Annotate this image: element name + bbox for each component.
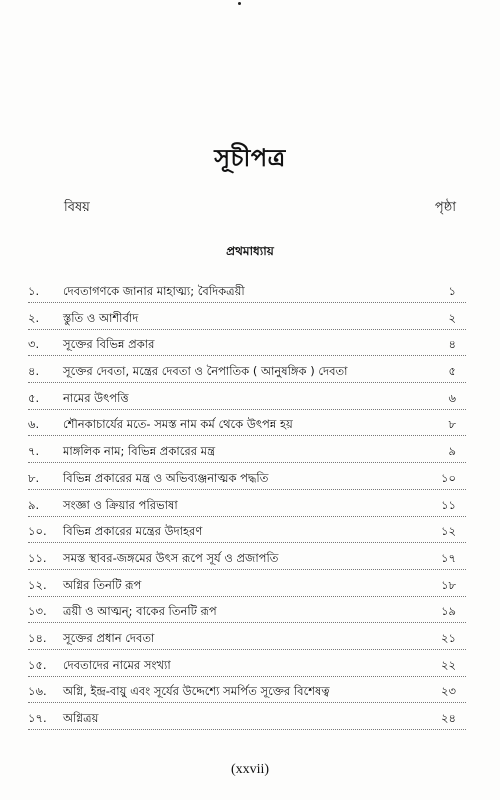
entry-topic: শৌনকাচার্যের মতে- সমস্ত নাম কর্ম থেকে উৎপন্ন হয়: [63, 417, 293, 432]
dotted-separator: [28, 435, 466, 436]
entry-page-number: ১২: [441, 524, 456, 539]
toc-entry: [0, 441, 500, 468]
entry-number: ১০.: [28, 524, 47, 539]
print-speck: [238, 2, 241, 5]
entry-number: ১৫.: [28, 657, 47, 672]
entry-number: ১.: [28, 284, 40, 298]
entry-number: ১১.: [28, 550, 47, 565]
entry-page-number: ৪: [448, 337, 456, 352]
entry-page-number: ১০: [441, 470, 456, 485]
entry-page-number: ১১: [441, 497, 456, 512]
entry-number: ৯.: [28, 497, 40, 512]
entry-number: ১২.: [28, 577, 47, 592]
entry-page-number: ৫: [448, 364, 456, 379]
entry-topic: সংজ্ঞা ও ক্রিয়ার পরিভাষা: [63, 497, 178, 512]
toc-entry: [0, 655, 500, 682]
entry-topic: অগ্নি, ইন্দ্র-বায়ু এবং সূর্যের উদ্দেশ্যে সমর্পিত সূক্তের বিশেষত্ব: [63, 684, 330, 699]
toc-entry: [0, 468, 500, 495]
dotted-separator: [28, 462, 466, 463]
dotted-separator: [28, 355, 466, 356]
chapter-heading: প্রথমাধ্যায়: [226, 244, 274, 258]
entry-topic: ত্রয়ী ও আত্মন্; বাকের তিনটি রূপ: [63, 604, 217, 619]
dotted-separator: [28, 649, 466, 650]
page-number: (xxvii): [230, 762, 270, 777]
entry-page-number: ৮: [448, 417, 456, 432]
entry-page-number: ২: [448, 310, 456, 325]
toc-entry: [0, 601, 500, 628]
toc-entry: [0, 361, 500, 388]
entry-page-number: ৬: [448, 390, 456, 405]
entry-page-number: ৯: [448, 444, 456, 459]
dotted-separator: [28, 676, 466, 677]
dotted-separator: [28, 329, 466, 330]
toc-entry: [0, 495, 500, 522]
dotted-separator: [28, 569, 466, 570]
toc-entry: [0, 628, 500, 655]
dotted-separator: [28, 702, 466, 703]
toc-entry: [0, 681, 500, 708]
toc-entry: [0, 521, 500, 548]
dotted-separator: [28, 302, 466, 303]
entry-number: ৫.: [28, 390, 40, 405]
toc-entry: [0, 548, 500, 575]
entry-topic: অগ্নিত্রয়: [63, 711, 99, 725]
dotted-separator: [28, 382, 466, 383]
toc-entry: [0, 708, 500, 735]
entry-page-number: ২৩: [441, 684, 456, 699]
entry-page-number: ১৯: [441, 604, 456, 619]
toc-entry: [0, 308, 500, 335]
entry-page-number: ১৮: [441, 577, 456, 592]
dotted-separator: [28, 596, 466, 597]
dotted-separator: [28, 622, 466, 623]
toc-entry: [0, 414, 500, 441]
dotted-separator: [28, 542, 466, 543]
dotted-separator: [28, 409, 466, 410]
entry-page-number: ২৪: [441, 711, 456, 725]
entry-number: ৪.: [28, 364, 40, 379]
toc-entry: [0, 281, 500, 308]
entry-topic: বিভিন্ন প্রকারের মন্ত্র ও অভিব্যঞ্জনাত্মক পদ্ধতি: [63, 470, 269, 485]
entry-number: ১৩.: [28, 604, 47, 619]
entry-topic: মাঙ্গলিক নাম; বিভিন্ন প্রকারের মন্ত্র: [63, 444, 216, 459]
entry-page-number: ১৭: [441, 550, 456, 565]
entry-page-number: ১: [448, 284, 456, 298]
entry-topic: দেবতাগণকে জানার মাহাত্ম্য; বৈদিকত্রয়ী: [63, 284, 245, 298]
entry-topic: দেবতাদের নামের সংখ্যা: [63, 657, 171, 672]
toc-entry: [0, 575, 500, 602]
entry-number: ৬.: [28, 417, 40, 432]
dotted-separator: [28, 489, 466, 490]
entry-page-number: ২১: [441, 630, 456, 645]
entry-topic: সূক্তের প্রধান দেবতা: [63, 630, 155, 645]
entry-topic: স্তুতি ও আশীর্বাদ: [63, 310, 139, 325]
entry-topic: সমস্ত স্থাবর-জঙ্গমের উৎস রূপে সূর্য ও প্রজাপতি: [63, 550, 279, 565]
entry-number: ১৪.: [28, 630, 47, 645]
entry-topic: সূক্তের বিভিন্ন প্রকার: [63, 337, 155, 352]
dotted-separator: [28, 729, 466, 730]
entry-number: ৭.: [28, 444, 40, 459]
toc-entry: [0, 388, 500, 415]
dotted-separator: [28, 516, 466, 517]
entry-number: ৩.: [28, 337, 40, 352]
page-title: সূচীপত্র: [214, 144, 286, 172]
page-column-header: পৃষ্ঠা: [434, 200, 456, 215]
entry-topic: নামের উৎপত্তি: [63, 390, 129, 405]
contents-list: [0, 281, 500, 735]
entry-topic: বিভিন্ন প্রকারের মন্ত্রের উদাহরণ: [63, 524, 203, 539]
topic-column-header: বিষয়: [64, 200, 90, 215]
entry-topic: সূক্তের দেবতা, মন্ত্রের দেবতা ও নৈপাতিক ( আনুষঙ্গিক ) দেবতা: [63, 364, 348, 379]
entry-number: ১৭.: [28, 711, 47, 725]
entry-number: ৮.: [28, 470, 40, 485]
entry-page-number: ২২: [441, 657, 456, 672]
entry-number: ২.: [28, 310, 40, 325]
entry-number: ১৬.: [28, 684, 47, 699]
toc-entry: [0, 334, 500, 361]
entry-topic: অগ্নির তিনটি রূপ: [63, 577, 142, 592]
